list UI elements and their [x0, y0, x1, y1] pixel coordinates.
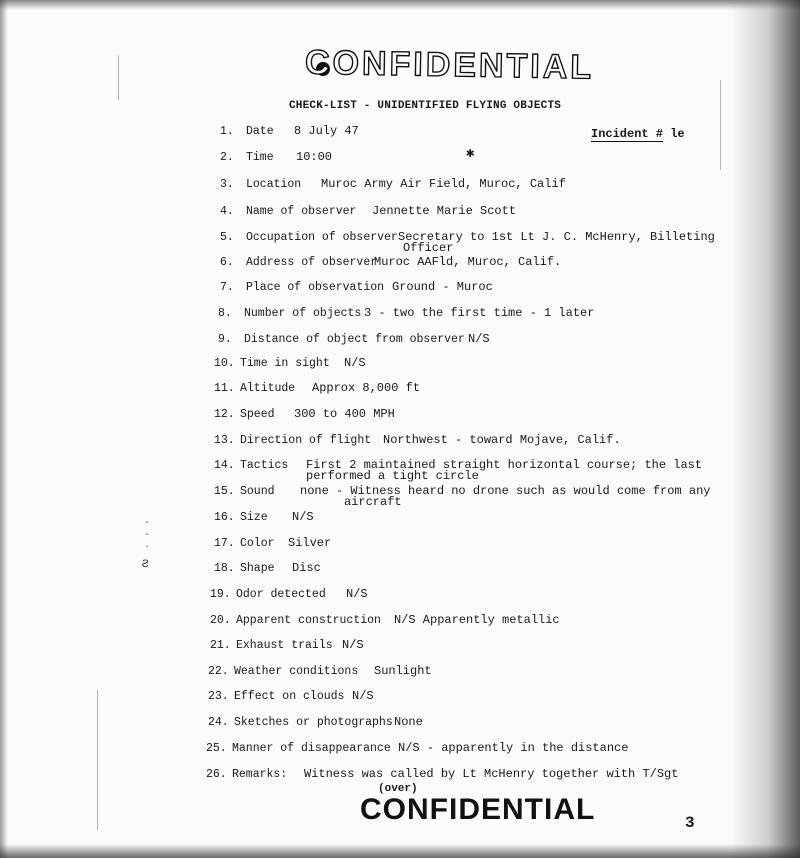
checklist-item: 7. Place of observation Ground - Muroc — [220, 280, 493, 294]
checklist-item: 12. Speed 300 to 400 MPH — [214, 407, 395, 421]
handwritten-mark: ✱ — [466, 146, 475, 162]
checklist-item: 2. Time 10:00 — [220, 150, 333, 164]
checklist-item: 10. Time in sight N/S — [214, 356, 366, 370]
checklist-item: 23. Effect on clouds N/S — [208, 689, 374, 703]
scan-scratch — [118, 55, 119, 100]
checklist-item: 17. Color Silver — [214, 536, 332, 550]
checklist-item: 25. Manner of disappearance N/S - apparently in the distance — [206, 741, 629, 755]
checklist-item: 22. Weather conditions Sunlight — [208, 664, 432, 678]
incident-number — [591, 127, 685, 141]
checklist-item: 18. Shape Disc — [214, 561, 321, 575]
checklist-item: 26. Remarks: Witness was called by Lt McHenry together with T/Sgt — [206, 767, 679, 781]
scan-scratch — [97, 690, 98, 830]
checklist-item: 21. Exhaust trails N/S — [210, 638, 364, 652]
scan-edge-left — [0, 0, 8, 858]
checklist-item: 14. Tactics First 2 maintained straight horizontal course; the last performed a tight circle — [214, 458, 703, 483]
checklist-item: 13. Direction of flight Northwest - toward Mojave, Calif. — [214, 433, 621, 447]
confidential-stamp-top: CONFIDENTIAL — [304, 43, 595, 87]
scan-edge-bottom — [0, 844, 800, 858]
checklist-item: 1. Date 8 July 47 — [220, 124, 359, 138]
checklist-item: 20. Apparent construction N/S Apparently metallic — [210, 613, 560, 627]
incident-value: le — [670, 127, 685, 141]
checklist-item: 3. Location Muroc Army Air Field, Muroc, Calif — [220, 177, 566, 191]
page-number: 3 — [685, 814, 695, 832]
checklist-item: 19. Odor detected N/S — [210, 587, 368, 601]
checklist-item: 16. Size N/S — [214, 510, 314, 524]
over-note: (over) — [378, 783, 418, 795]
checklist-item: 9. Distance of object from observer N/S — [218, 332, 490, 346]
margin-z-mark: ƨ — [141, 556, 150, 572]
checklist-item: 6. Address of observerMuroc AAFld, Muroc, Calif. — [220, 255, 562, 269]
checklist-item: 24. Sketches or photographsNone — [208, 715, 423, 729]
document-title: CHECK-LIST - UNIDENTIFIED FLYING OBJECTS — [289, 100, 562, 112]
confidential-stamp-bottom: CONFIDENTIAL — [360, 793, 596, 826]
checklist-item: 4. Name of observer Jennette Marie Scott — [220, 204, 517, 218]
checklist-item: 15. Sound none - Witness heard no drone such as would come from any aircraft — [214, 484, 711, 509]
checklist-item: 11. Altitude Approx 8,000 ft — [214, 381, 421, 395]
margin-marks: - - · — [144, 518, 151, 553]
incident-label: Incident # — [591, 127, 664, 141]
checklist-item: 5. Occupation of observerSecretary to 1st Lt J. C. McHenry, Billeting Officer — [220, 230, 715, 255]
scan-edge-top — [0, 0, 800, 10]
checklist-item: 8. Number of objects 3 - two the first time - 1 later — [218, 306, 595, 320]
scan-scratch — [720, 80, 721, 170]
scan-edge-right — [730, 0, 800, 858]
